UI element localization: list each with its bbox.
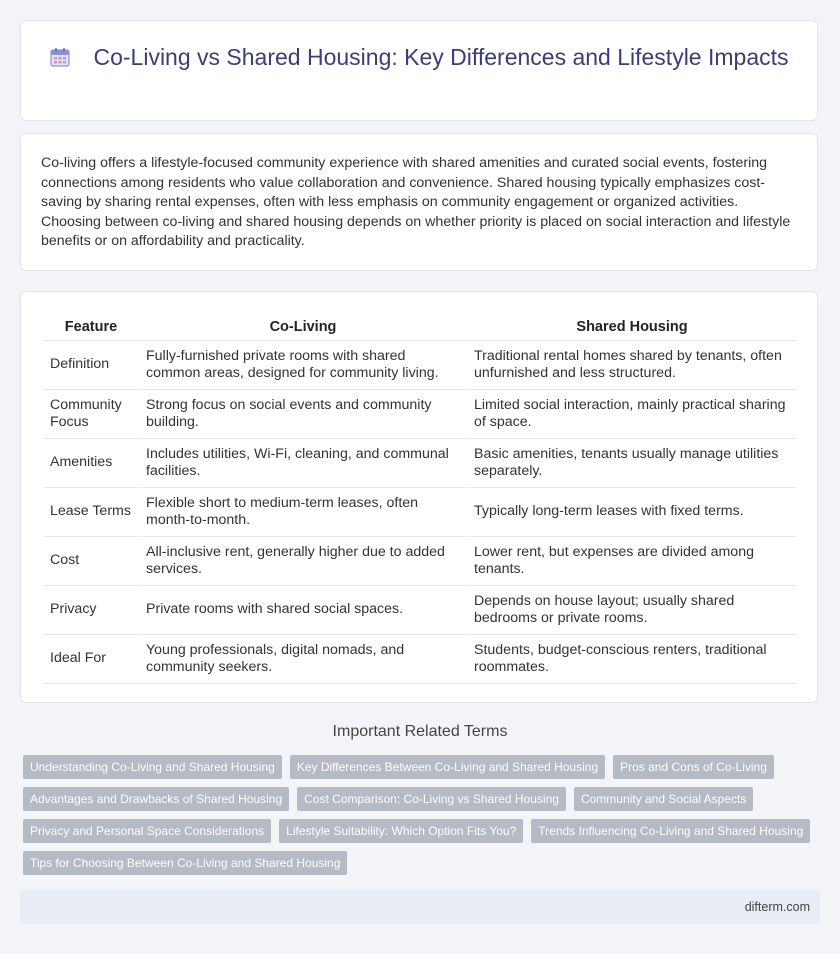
co-living-cell: Flexible short to medium-term leases, often month-to-month. (140, 488, 466, 537)
related-terms-heading: Important Related Terms (332, 723, 508, 740)
related-term-tag[interactable]: Understanding Co-Living and Shared Housing (23, 755, 282, 779)
column-header-shared-housing: Shared Housing (468, 312, 796, 341)
related-term-tag[interactable]: Community and Social Aspects (574, 787, 753, 811)
related-term-tag[interactable]: Advantages and Drawbacks of Shared Housing (23, 787, 289, 811)
shared-housing-cell: Lower rent, but expenses are divided among tenants. (468, 537, 796, 586)
intro-card (20, 133, 818, 271)
table-row (44, 390, 796, 439)
shared-housing-cell: Students, budget-conscious renters, traditional roommates. (468, 635, 796, 684)
related-term-tag[interactable]: Trends Influencing Co-Living and Shared Housing (531, 819, 810, 843)
co-living-cell: All-inclusive rent, generally higher due to added services. (140, 537, 466, 586)
related-term-tag[interactable]: Privacy and Personal Space Considerations (23, 819, 271, 843)
related-term-tag[interactable]: Cost Comparison: Co-Living vs Shared Housing (297, 787, 566, 811)
comparison-table (42, 312, 798, 684)
table-row (44, 341, 796, 390)
shared-housing-cell: Limited social interaction, mainly practical sharing of space. (468, 390, 796, 439)
co-living-cell: Includes utilities, Wi-Fi, cleaning, and communal facilities. (140, 439, 466, 488)
co-living-cell: Young professionals, digital nomads, and community seekers. (140, 635, 466, 684)
table-row (44, 586, 796, 635)
feature-cell: Amenities (44, 439, 138, 488)
comparison-table-card (20, 291, 818, 703)
footer (20, 890, 820, 924)
table-row (44, 488, 796, 537)
column-header-feature: Feature (44, 312, 138, 341)
column-header-co-living: Co-Living (140, 312, 466, 341)
related-term-tag[interactable]: Lifestyle Suitability: Which Option Fits You? (279, 819, 523, 843)
shared-housing-cell: Typically long-term leases with fixed terms. (468, 488, 796, 537)
co-living-cell: Fully-furnished private rooms with shared common areas, designed for community living. (140, 341, 466, 390)
shared-housing-cell: Depends on house layout; usually shared bedrooms or private rooms. (468, 586, 796, 635)
co-living-cell: Private rooms with shared social spaces. (140, 586, 466, 635)
shared-housing-cell: Basic amenities, tenants usually manage utilities separately. (468, 439, 796, 488)
page-title: Co-Living vs Shared Housing: Key Differences and Lifestyle Impacts (93, 44, 789, 70)
title-card (20, 20, 818, 121)
table-row (44, 439, 796, 488)
feature-cell: Definition (44, 341, 138, 390)
shared-housing-cell: Traditional rental homes shared by tenants, often unfurnished and less structured. (468, 341, 796, 390)
feature-cell: Lease Terms (44, 488, 138, 537)
table-row (44, 537, 796, 586)
table-header-row (44, 312, 796, 341)
feature-cell: Community Focus (44, 390, 138, 439)
related-term-tag[interactable]: Tips for Choosing Between Co-Living and Shared Housing (23, 851, 347, 875)
page-title-wrap (21, 43, 817, 72)
calendar-icon (49, 46, 71, 68)
feature-cell: Ideal For (44, 635, 138, 684)
table-row (44, 635, 796, 684)
footer-site-link[interactable]: difterm.com (744, 900, 810, 914)
related-terms-list (23, 755, 813, 875)
feature-cell: Privacy (44, 586, 138, 635)
co-living-cell: Strong focus on social events and community building. (140, 390, 466, 439)
intro-paragraph: Co-living offers a lifestyle-focused community experience with shared amenities and curated social events, fostering connections among residents who value collaboration and convenience. Shared housing typically emphasizes cost-saving by sharing rental expenses, often with less emphasis on community engagement or organized activities. Choosing between co-living and shared housing depends on whether priority is placed on social interaction and lifestyle benefits or on affordability and practicality. (41, 155, 791, 250)
related-term-tag[interactable]: Key Differences Between Co-Living and Shared Housing (290, 755, 605, 779)
feature-cell: Cost (44, 537, 138, 586)
related-term-tag[interactable]: Pros and Cons of Co-Living (613, 755, 774, 779)
